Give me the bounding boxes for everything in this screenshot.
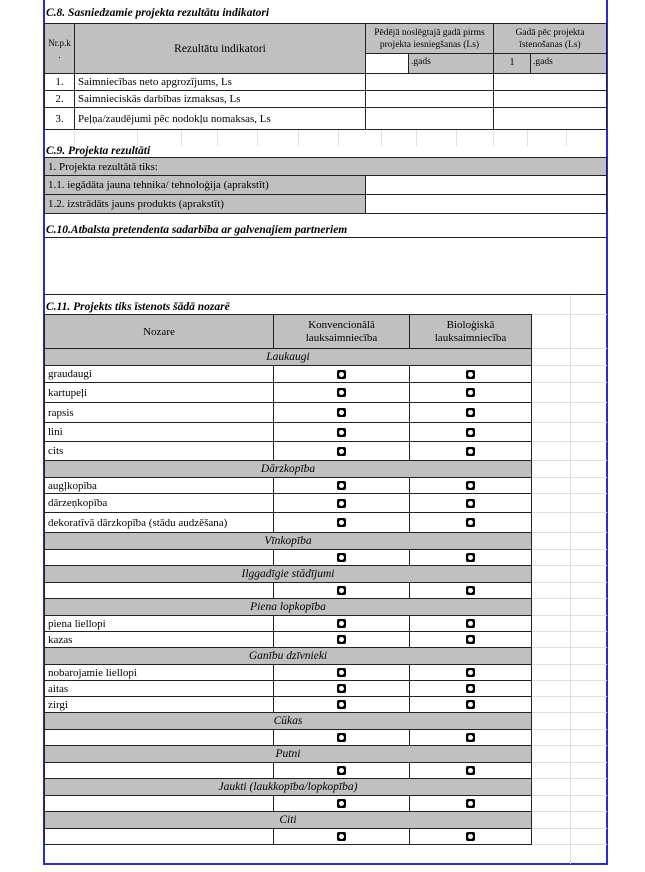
- radio-button-icon[interactable]: [337, 586, 346, 595]
- last-year-year-input[interactable]: [365, 53, 409, 74]
- c11-sector-label: lini: [44, 422, 274, 442]
- c11-group-header: Laukaugi: [44, 348, 532, 366]
- c11-sector-label: dekoratīvā dārzkopība (stādu audzēšana): [44, 512, 274, 533]
- c9-subtitle: 1. Projekta rezultātā tiks:: [44, 157, 607, 176]
- header-after: Gadā pēc projekta īstenošanas (Ls): [493, 23, 607, 54]
- row-1-last-year-input[interactable]: [365, 73, 494, 91]
- c11-organic-cell: [409, 696, 532, 713]
- radio-button-icon[interactable]: [466, 733, 475, 742]
- section-c8-title: C.8. Sasniedzamie projekta rezultātu indikatori: [46, 7, 270, 19]
- gridline: [531, 402, 607, 403]
- radio-button-icon[interactable]: [466, 518, 475, 527]
- c11-group-header: Vīnkopība: [44, 532, 532, 550]
- gridline: [531, 493, 607, 494]
- radio-button-icon[interactable]: [337, 408, 346, 417]
- c11-conventional-cell: [273, 477, 410, 494]
- c11-organic-cell: [409, 549, 532, 566]
- gridline: [531, 778, 607, 779]
- c11-group-header: Ilggadīgie stādījumi: [44, 565, 532, 583]
- c11-sector-label: dārzeņkopība: [44, 493, 274, 513]
- c11-conventional-cell: [273, 729, 410, 746]
- radio-button-icon[interactable]: [466, 684, 475, 693]
- gridline: [531, 582, 607, 583]
- radio-button-icon[interactable]: [466, 553, 475, 562]
- radio-button-icon[interactable]: [466, 700, 475, 709]
- gridline: [531, 549, 607, 550]
- gridline: [531, 598, 607, 599]
- c11-group-header: Ganību dzīvnieki: [44, 647, 532, 665]
- gridline: [531, 844, 607, 845]
- c11-organic-cell: [409, 477, 532, 494]
- gridline: [416, 130, 417, 146]
- c11-organic-cell: [409, 680, 532, 697]
- radio-button-icon[interactable]: [466, 388, 475, 397]
- radio-button-icon[interactable]: [337, 619, 346, 628]
- c11-conventional-cell: [273, 365, 410, 383]
- gridline: [531, 382, 607, 383]
- radio-button-icon[interactable]: [466, 481, 475, 490]
- gridline: [531, 477, 607, 478]
- c11-conventional-cell: [273, 493, 410, 513]
- c11-organic-cell: [409, 631, 532, 648]
- c11-group-header: Citi: [44, 811, 532, 829]
- c11-group-header: Piena lopkopība: [44, 598, 532, 616]
- c11-sector-label: [44, 549, 274, 566]
- last-year-suffix: .gads: [408, 53, 494, 74]
- radio-button-icon[interactable]: [466, 586, 475, 595]
- section-c10-title: C.10.Atbalsta pretendenta sadarbība ar galvenajiem partneriem: [46, 224, 348, 236]
- gridline: [531, 745, 607, 746]
- c11-sector-label: rapsis: [44, 402, 274, 423]
- c11-organic-cell: [409, 762, 532, 779]
- gridline: [531, 532, 607, 533]
- c11-conventional-cell: [273, 631, 410, 648]
- c9-row-2-label: 1.2. izstrādāts jauns produkts (aprakstīt): [44, 194, 366, 214]
- gridline: [456, 130, 457, 146]
- header-indicator: Rezultātu indikatori: [74, 23, 366, 74]
- c11-sector-label: cits: [44, 441, 274, 461]
- gridline: [531, 762, 607, 763]
- c11-sector-label: aitas: [44, 680, 274, 697]
- gridline: [531, 441, 607, 442]
- c11-header-conventional: Konvencionālā lauksaimniecība: [273, 314, 410, 349]
- radio-button-icon[interactable]: [337, 447, 346, 456]
- c11-organic-cell: [409, 365, 532, 383]
- radio-button-icon[interactable]: [466, 832, 475, 841]
- c11-conventional-cell: [273, 441, 410, 461]
- header-last-year: Pēdējā noslēgtajā gadā pirms projekta iesniegšanas (Ls): [365, 23, 494, 54]
- c11-conventional-cell: [273, 680, 410, 697]
- radio-button-icon[interactable]: [466, 428, 475, 437]
- c11-header-organic: Bioloģiskā lauksaimniecība: [409, 314, 532, 349]
- c11-organic-cell: [409, 441, 532, 461]
- header-nr-label: Nr.p.k: [48, 37, 71, 48]
- after-suffix: .gads: [530, 53, 607, 74]
- section-c11-title: C.11. Projekts tiks īstenots šādā nozarē: [46, 301, 230, 313]
- c9-row-1-input[interactable]: [365, 175, 607, 195]
- radio-button-icon[interactable]: [337, 799, 346, 808]
- c11-conventional-cell: [273, 512, 410, 533]
- c11-sector-label: [44, 762, 274, 779]
- c11-conventional-cell: [273, 696, 410, 713]
- radio-button-icon[interactable]: [466, 408, 475, 417]
- gridline: [531, 460, 607, 461]
- gridline: [531, 565, 607, 566]
- radio-button-icon[interactable]: [337, 684, 346, 693]
- radio-button-icon[interactable]: [337, 370, 346, 379]
- c11-sector-label: [44, 582, 274, 599]
- radio-button-icon[interactable]: [337, 518, 346, 527]
- c11-conventional-cell: [273, 382, 410, 403]
- c11-organic-cell: [409, 422, 532, 442]
- row-2-after-input[interactable]: [493, 90, 607, 108]
- gridline: [531, 615, 607, 616]
- c11-sector-label: [44, 795, 274, 812]
- gridline: [531, 314, 607, 315]
- gridline: [531, 348, 607, 349]
- radio-button-icon[interactable]: [337, 700, 346, 709]
- gridline: [527, 130, 528, 146]
- radio-button-icon[interactable]: [466, 668, 475, 677]
- gridline: [531, 422, 607, 423]
- gridline: [531, 365, 607, 366]
- gridline: [531, 828, 607, 829]
- c11-organic-cell: [409, 512, 532, 533]
- c11-organic-cell: [409, 664, 532, 681]
- header-nr: [44, 23, 75, 74]
- radio-button-icon[interactable]: [337, 499, 346, 508]
- c11-organic-cell: [409, 402, 532, 423]
- radio-button-icon[interactable]: [337, 832, 346, 841]
- gridline: [531, 647, 607, 648]
- row-2-last-year-input[interactable]: [365, 90, 494, 108]
- c11-group-header: Dārzkopība: [44, 460, 532, 478]
- c11-sector-label: zirgi: [44, 696, 274, 713]
- gridline: [381, 130, 382, 146]
- gridline: [137, 130, 138, 146]
- c11-sector-label: [44, 828, 274, 845]
- c11-conventional-cell: [273, 422, 410, 442]
- gridline: [531, 795, 607, 796]
- section-c9-title: C.9. Projekta rezultāti: [46, 145, 151, 157]
- gridline: [531, 631, 607, 632]
- radio-button-icon[interactable]: [337, 733, 346, 742]
- row-1-label: Saimniecības neto apgrozījums, Ls: [74, 73, 366, 91]
- row-2-nr: 2.: [44, 90, 75, 108]
- header-nr-dot: .: [58, 49, 61, 60]
- radio-button-icon[interactable]: [337, 635, 346, 644]
- gridline: [338, 130, 339, 146]
- c11-organic-cell: [409, 382, 532, 403]
- c11-sector-label: piena liellopi: [44, 615, 274, 632]
- after-year-input[interactable]: 1: [493, 53, 531, 74]
- c11-organic-cell: [409, 615, 532, 632]
- gridline: [217, 130, 218, 146]
- gridline: [257, 130, 258, 146]
- gridline: [531, 512, 607, 513]
- radio-button-icon[interactable]: [337, 766, 346, 775]
- c11-organic-cell: [409, 582, 532, 599]
- c11-group-header: Putni: [44, 745, 532, 763]
- radio-button-icon[interactable]: [466, 370, 475, 379]
- gridline: [531, 811, 607, 812]
- c10-partners-input[interactable]: [44, 237, 607, 295]
- row-1-after-input[interactable]: [493, 73, 607, 91]
- c11-organic-cell: [409, 828, 532, 845]
- row-3-nr: 3.: [44, 107, 75, 130]
- c11-group-header: Jaukti (laukkopība/lopkopība): [44, 778, 532, 796]
- gridline: [74, 130, 75, 146]
- c11-organic-cell: [409, 493, 532, 513]
- row-3-last-year-input[interactable]: [365, 107, 494, 130]
- radio-button-icon[interactable]: [466, 619, 475, 628]
- gridline: [531, 664, 607, 665]
- gridline: [181, 130, 182, 146]
- c9-row-2-input[interactable]: [365, 194, 607, 214]
- c11-sector-label: nobarojamie liellopi: [44, 664, 274, 681]
- c11-group-header: Cūkas: [44, 712, 532, 730]
- c11-conventional-cell: [273, 828, 410, 845]
- row-2-label: Saimnieciskās darbības izmaksas, Ls: [74, 90, 366, 108]
- radio-button-icon[interactable]: [466, 447, 475, 456]
- c11-sector-label: [44, 729, 274, 746]
- c11-conventional-cell: [273, 402, 410, 423]
- c11-conventional-cell: [273, 795, 410, 812]
- radio-button-icon[interactable]: [337, 481, 346, 490]
- gridline: [493, 130, 494, 146]
- c11-sector-label: kartupeļi: [44, 382, 274, 403]
- gridline: [531, 680, 607, 681]
- c11-conventional-cell: [273, 582, 410, 599]
- gridline: [566, 130, 567, 146]
- c9-row-1-label: 1.1. iegādāta jauna tehnika/ tehnoloģija (aprakstīt): [44, 175, 366, 195]
- c11-conventional-cell: [273, 762, 410, 779]
- gridline: [298, 130, 299, 146]
- c11-header-sector: Nozare: [44, 314, 274, 349]
- c11-organic-cell: [409, 729, 532, 746]
- radio-button-icon[interactable]: [466, 499, 475, 508]
- c11-conventional-cell: [273, 664, 410, 681]
- radio-button-icon[interactable]: [466, 799, 475, 808]
- c11-conventional-cell: [273, 549, 410, 566]
- c11-sector-label: graudaugi: [44, 365, 274, 383]
- radio-button-icon[interactable]: [337, 553, 346, 562]
- radio-button-icon[interactable]: [337, 668, 346, 677]
- gridline: [531, 696, 607, 697]
- radio-button-icon[interactable]: [337, 388, 346, 397]
- c11-sector-label: augļkopība: [44, 477, 274, 494]
- c11-conventional-cell: [273, 615, 410, 632]
- gridline: [531, 712, 607, 713]
- radio-button-icon[interactable]: [466, 635, 475, 644]
- c11-organic-cell: [409, 795, 532, 812]
- radio-button-icon[interactable]: [466, 766, 475, 775]
- row-3-label: Peļņa/zaudējumi pēc nodokļu nomaksas, Ls: [74, 107, 366, 130]
- gridline: [531, 729, 607, 730]
- row-1-nr: 1.: [44, 73, 75, 91]
- row-3-after-input[interactable]: [493, 107, 607, 130]
- radio-button-icon[interactable]: [337, 428, 346, 437]
- c11-sector-label: kazas: [44, 631, 274, 648]
